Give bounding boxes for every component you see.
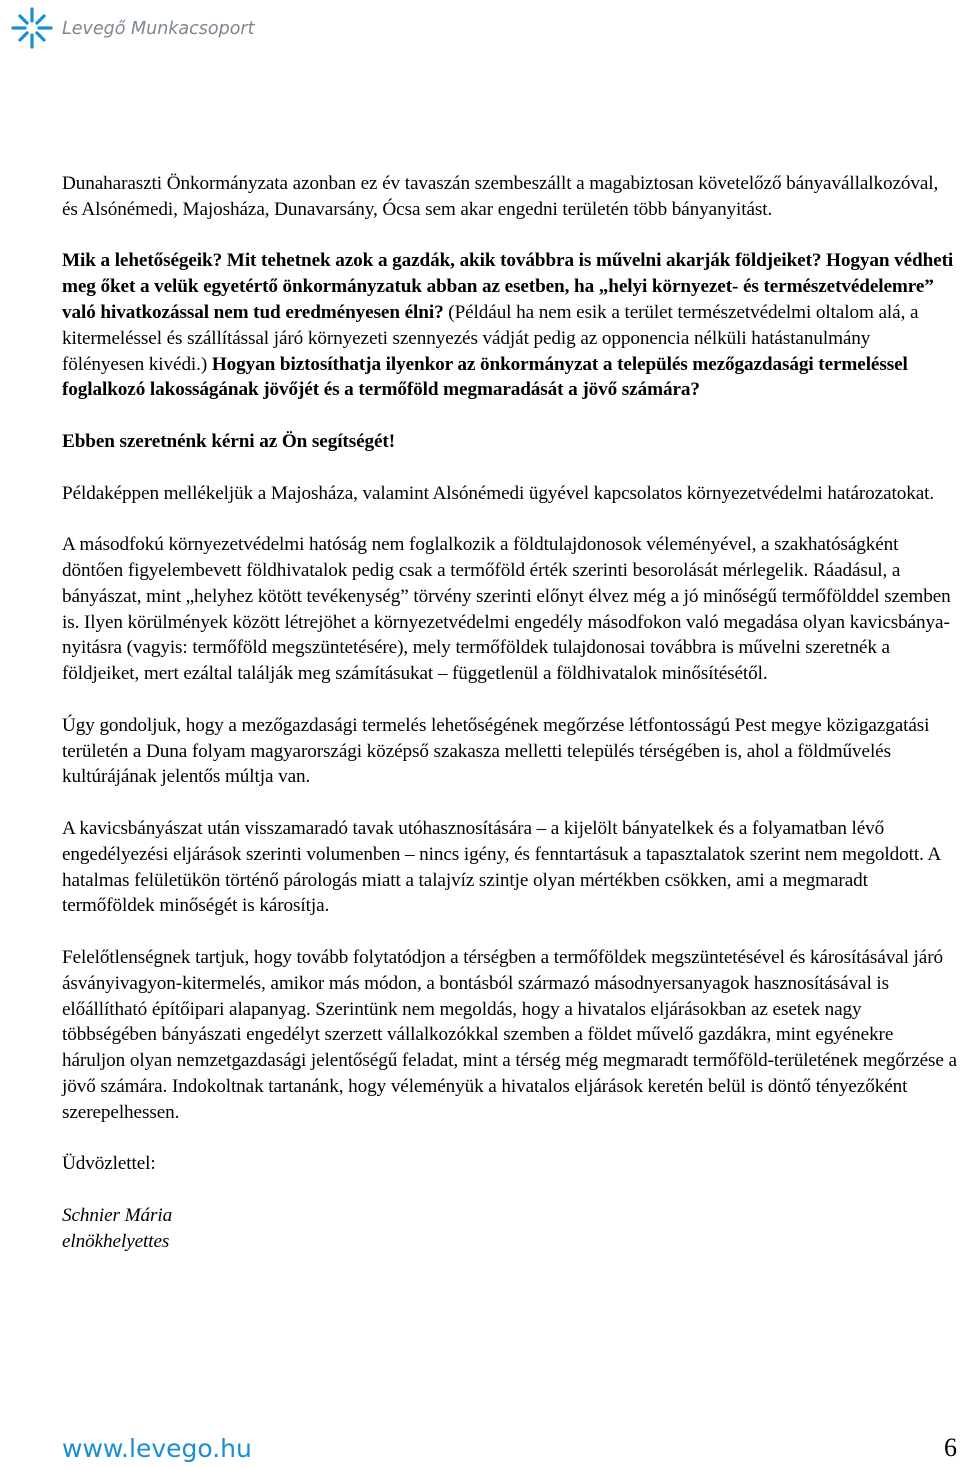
paragraph-lakes: A kavicsbányászat után visszamaradó tavak utóhasznosítására – a kijelölt bányatelkek és a folyamatban lévő engedélyezési eljárások szerinti volumenben – nincs igény, és fenntartásuk a tapasztalatok szerint nem megoldott. A hatalmas felületükön történő párologás miatt a talajvíz szintje olyan mértékben csökken, ami a megmaradt termőföldek minőségét is károsítja. <box>62 817 941 917</box>
signature-title: elnökhelyettes <box>62 1230 170 1252</box>
footer-url[interactable]: www.levego.hu <box>62 1434 252 1463</box>
document-body <box>62 171 957 1254</box>
questions-bold-b: Hogyan biztosíthatja ilyenkor az önkormányzat a település mezőgazdasági termeléssel foglalkozó lakosságának jövőjét és a termőföld megmaradását a jövő számára? <box>62 353 908 401</box>
questions-normal: (Például ha nem esik a terület természetvédelmi oltalom alá, a kitermeléssel és szállítással járó környezeti szennyezés vádját pedig az opponencia nélküli hatástanulmány fölényesen kivédi.) <box>62 301 919 375</box>
paragraph-request <box>62 429 957 455</box>
greeting: Üdvözlettel: <box>62 1153 156 1175</box>
page-header <box>8 4 254 52</box>
paragraph-responsibility: Felelőtlenségnek tartjuk, hogy tovább folytatódjon a térségben a termőföldek megszüntetésével és károsításával járó ásványivagyon-kitermelés, amikor más módon, a bontásból származó másodnyersanyagok hasznosításával is előállítható építőipari alapanyag. Szerintünk nem megoldás, hogy a hivatalos eljárásokban az esetek nagy többségében bányászati engedélyt szerzett vállalkozókkal szemben a földet művelő gazdákra, mint egyénekre háruljon olyan nemzetgazdasági jelentőségű feladat, mint a térség még megmaradt termőföld-területének megőrzése a jövő számára. Indokoltnak tartanánk, hogy véleményük a hivatalos eljárások keretén belül is döntő tényezőként szerepelhessen. <box>62 946 957 1123</box>
sunburst-logo-icon <box>8 4 56 52</box>
paragraph-authority: A másodfokú környezetvédelmi hatóság nem foglalkozik a földtulajdonosok véleményével, a szakhatóságként döntően figyelembevett földhivatalok pedig csak a termőföld érték szerinti besorolását mérlegelik. Ráadásul, a bányászat, mint „helyhez kötött tevékenység” törvény szerinti előnyt élvez még a jó minőségű termőfölddel szemben is. Ilyen körülmények között létrejöhet a környezetvédelmi engedély másodfokon való megadása olyan kavicsbánya-nyitásra (vagyis: termőföld megszüntetésére), mely termőföldek tulajdonosai továbbra is művelni szeretnék a földjeiket, mert ezáltal találják meg számításukat – függetlenül a földhivatalok minősítésétől. <box>62 534 951 685</box>
logo-text: Levegő Munkacsoport <box>62 19 255 39</box>
paragraph-questions <box>62 248 957 403</box>
paragraph-attachments: Példaképpen mellékeljük a Majosháza, valamint Alsónémedi ügyével kapcsolatos környezetvédelmi határozatokat. <box>62 482 935 504</box>
request-bold: Ebben szeretnénk kérni az Ön segítségét! <box>62 430 395 452</box>
paragraph-1: Dunaharaszti Önkormányzata azonban ez év tavaszán szembeszállt a magabiztosan követelőző bányavállalkozóval, és Alsónémedi, Majosháza, Dunavarsány, Ócsa sem akar engedni területén több bányanyitást. <box>62 173 939 220</box>
paragraph-agriculture: Úgy gondoljuk, hogy a mezőgazdasági termelés lehetőségének megőrzése létfontosságú Pest megye közigazgatási területén a Duna folyam magyarországi középső szakasza melletti település térségében is, ahol a földművelés kultúrájának jelentős múltja van. <box>62 714 930 788</box>
questions-bold-a: Mik a lehetőségeik? Mit tehetnek azok a gazdák, akik továbbra is művelni akarják földjeiket? Hogyan védheti meg őket a velük egyetértő önkormányzatuk abban az esetben, ha „helyi környezet- és természetvédelemre” való hivatkozással nem tud eredményesen élni? <box>62 250 954 323</box>
signature-name: Schnier Mária <box>62 1204 173 1226</box>
signature-block <box>62 1203 957 1255</box>
page-number: 6 <box>944 1433 957 1462</box>
